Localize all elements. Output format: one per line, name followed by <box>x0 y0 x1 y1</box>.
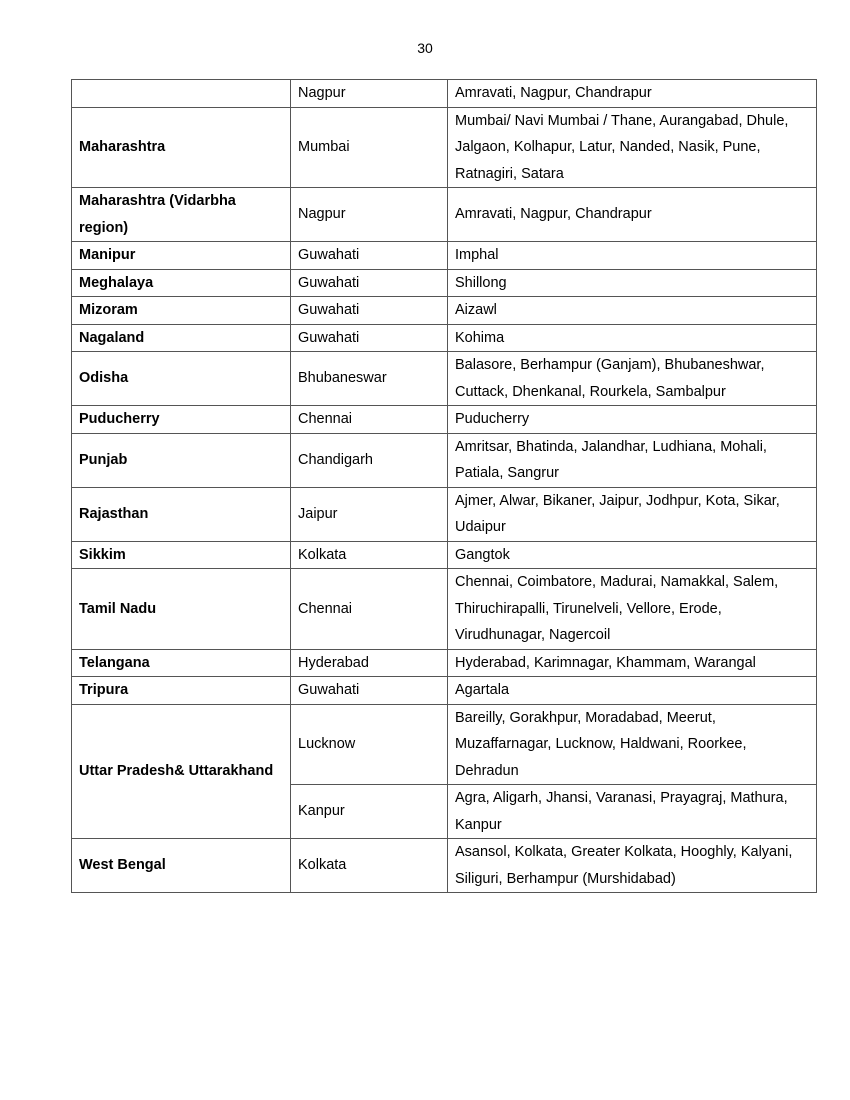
state-cell: Mizoram <box>72 297 291 325</box>
cities-cell: Asansol, Kolkata, Greater Kolkata, Hooghly, Kalyani, Siliguri, Berhampur (Murshidabad) <box>448 839 817 893</box>
centre-cell: Guwahati <box>291 269 448 297</box>
cities-cell: Agartala <box>448 677 817 705</box>
centre-cell: Guwahati <box>291 677 448 705</box>
page-number: 30 <box>417 40 433 56</box>
centre-cell: Chennai <box>291 569 448 650</box>
state-cell: West Bengal <box>72 839 291 893</box>
cities-cell: Kohima <box>448 324 817 352</box>
state-cell: Manipur <box>72 242 291 270</box>
cities-cell: Bareilly, Gorakhpur, Moradabad, Meerut, Muzaffarnagar, Lucknow, Haldwani, Roorkee, Dehradun <box>448 704 817 785</box>
centre-cell: Jaipur <box>291 487 448 541</box>
cities-cell: Aizawl <box>448 297 817 325</box>
cities-cell: Imphal <box>448 242 817 270</box>
state-cell: Tripura <box>72 677 291 705</box>
centre-cell: Hyderabad <box>291 649 448 677</box>
state-cell: Nagaland <box>72 324 291 352</box>
state-cell: Telangana <box>72 649 291 677</box>
cities-cell: Mumbai/ Navi Mumbai / Thane, Aurangabad, Dhule, Jalgaon, Kolhapur, Latur, Nanded, Nasik, Pune, Ratnagiri, Satara <box>448 107 817 188</box>
centre-cell: Chennai <box>291 406 448 434</box>
centre-cell: Lucknow <box>291 704 448 785</box>
cities-cell: Agra, Aligarh, Jhansi, Varanasi, Prayagraj, Mathura, Kanpur <box>448 785 817 839</box>
centre-cell: Nagpur <box>291 80 448 108</box>
table-row <box>72 269 817 297</box>
table-row <box>72 541 817 569</box>
table-row <box>72 242 817 270</box>
table-row <box>72 352 817 406</box>
cities-cell: Puducherry <box>448 406 817 434</box>
state-cell: Odisha <box>72 352 291 406</box>
cities-cell: Chennai, Coimbatore, Madurai, Namakkal, Salem, Thiruchirapalli, Tirunelveli, Vellore, Erode, Virudhunagar, Nagercoil <box>448 569 817 650</box>
centre-cell: Guwahati <box>291 297 448 325</box>
table-row <box>72 649 817 677</box>
state-cell: Tamil Nadu <box>72 569 291 650</box>
table-row <box>72 107 817 188</box>
state-cell: Puducherry <box>72 406 291 434</box>
table-row <box>72 297 817 325</box>
table-row <box>72 324 817 352</box>
table-row <box>72 433 817 487</box>
cities-cell: Gangtok <box>448 541 817 569</box>
state-cell: Rajasthan <box>72 487 291 541</box>
state-cell: Meghalaya <box>72 269 291 297</box>
centre-cell: Guwahati <box>291 324 448 352</box>
centre-cell: Mumbai <box>291 107 448 188</box>
table-row <box>72 704 817 785</box>
state-cell: Punjab <box>72 433 291 487</box>
state-cell: Uttar Pradesh& Uttarakhand <box>72 704 291 839</box>
centre-cell: Bhubaneswar <box>291 352 448 406</box>
state-cell: Maharashtra (Vidarbha region) <box>72 188 291 242</box>
exam-centres-table <box>71 79 817 893</box>
table-row <box>72 677 817 705</box>
table-row <box>72 487 817 541</box>
cities-cell: Amritsar, Bhatinda, Jalandhar, Ludhiana, Mohali, Patiala, Sangrur <box>448 433 817 487</box>
cities-cell: Ajmer, Alwar, Bikaner, Jaipur, Jodhpur, Kota, Sikar, Udaipur <box>448 487 817 541</box>
state-cell: Maharashtra <box>72 107 291 188</box>
state-cell: Sikkim <box>72 541 291 569</box>
cities-cell: Amravati, Nagpur, Chandrapur <box>448 188 817 242</box>
table-row <box>72 569 817 650</box>
centre-cell: Nagpur <box>291 188 448 242</box>
cities-cell: Shillong <box>448 269 817 297</box>
centre-cell: Kanpur <box>291 785 448 839</box>
cities-cell: Amravati, Nagpur, Chandrapur <box>448 80 817 108</box>
table-row <box>72 80 817 108</box>
centre-cell: Kolkata <box>291 541 448 569</box>
table-row <box>72 406 817 434</box>
table-row <box>72 188 817 242</box>
cities-cell: Balasore, Berhampur (Ganjam), Bhubaneshwar, Cuttack, Dhenkanal, Rourkela, Sambalpur <box>448 352 817 406</box>
state-cell <box>72 80 291 108</box>
table-row <box>72 839 817 893</box>
cities-cell: Hyderabad, Karimnagar, Khammam, Warangal <box>448 649 817 677</box>
centre-cell: Chandigarh <box>291 433 448 487</box>
centre-cell: Guwahati <box>291 242 448 270</box>
centre-cell: Kolkata <box>291 839 448 893</box>
